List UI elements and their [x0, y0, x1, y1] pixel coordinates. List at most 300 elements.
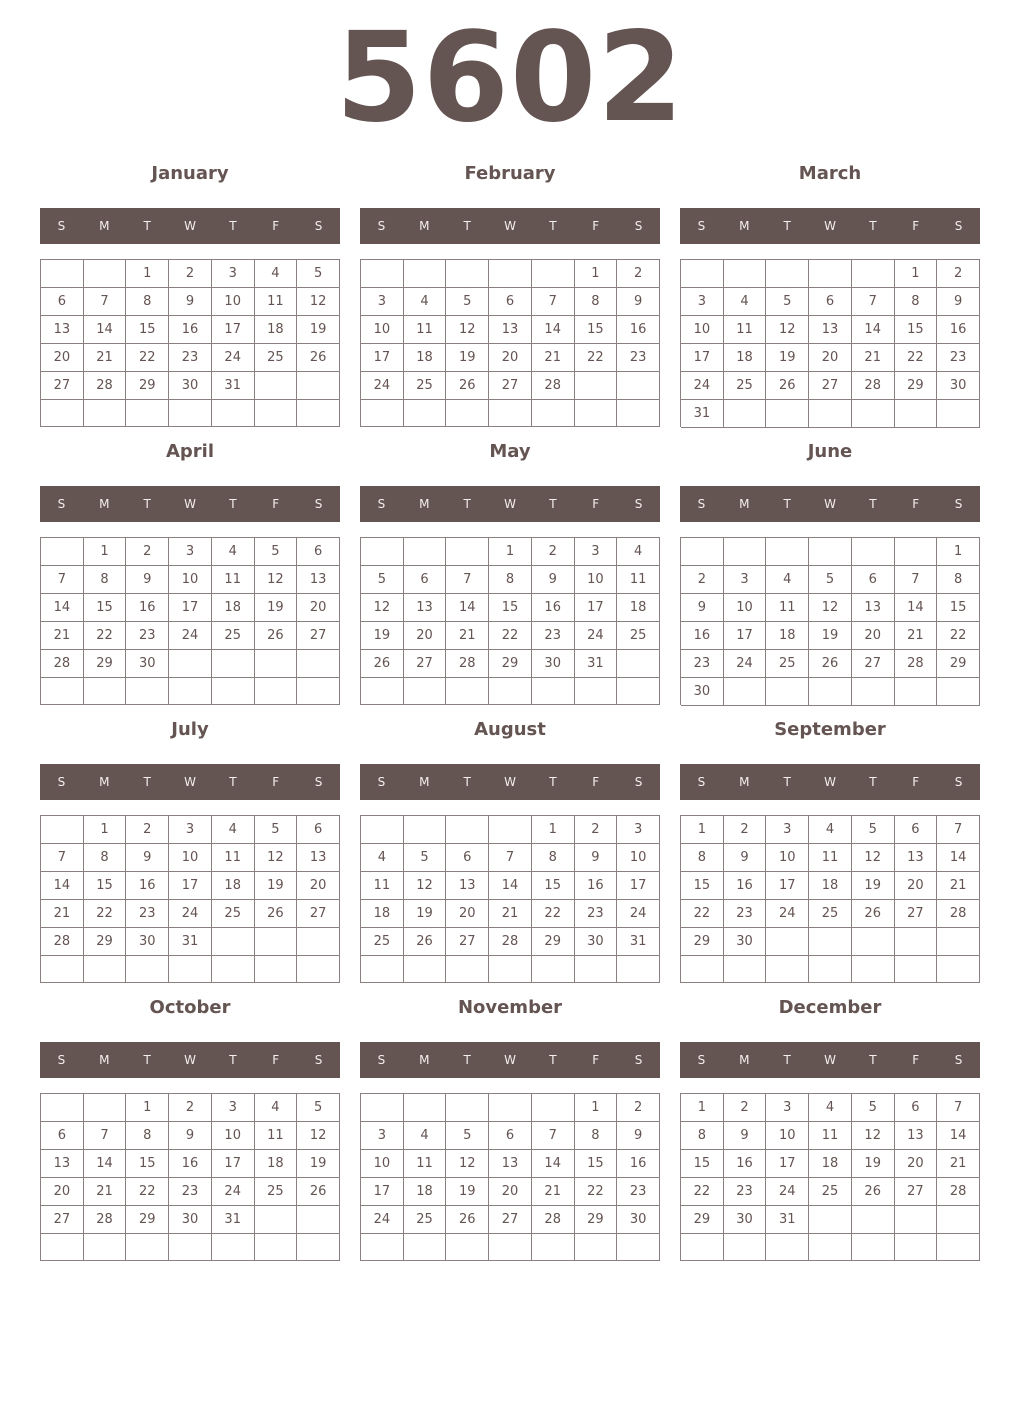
empty-day-cell [532, 1234, 575, 1261]
day-cell: 18 [255, 1150, 298, 1178]
day-cell: 16 [724, 872, 767, 900]
day-cell: 29 [126, 372, 169, 400]
empty-day-cell [446, 538, 489, 566]
day-cell: 15 [575, 316, 618, 344]
day-cell: 2 [681, 566, 724, 594]
day-cell: 12 [255, 566, 298, 594]
empty-day-cell [41, 1094, 84, 1122]
empty-day-cell [724, 400, 767, 428]
empty-day-cell [766, 538, 809, 566]
weekday-label: M [99, 219, 110, 233]
day-cell: 27 [404, 650, 447, 678]
day-cell: 27 [489, 1206, 532, 1234]
day-cell: 23 [681, 650, 724, 678]
empty-day-cell [617, 650, 660, 678]
day-cell: 11 [617, 566, 660, 594]
weekday-label: T [143, 1053, 151, 1067]
day-cell: 24 [766, 900, 809, 928]
day-cell: 26 [255, 900, 298, 928]
weekday-label: T [783, 497, 791, 511]
empty-day-cell [41, 956, 84, 983]
day-cell: 25 [404, 372, 447, 400]
day-cell: 28 [41, 928, 84, 956]
weekday-label: F [912, 1053, 920, 1067]
empty-day-cell [766, 956, 809, 983]
day-cell: 25 [361, 928, 404, 956]
empty-day-cell [212, 678, 255, 705]
day-cell: 5 [446, 288, 489, 316]
weekday-header [360, 1042, 660, 1078]
empty-day-cell [532, 260, 575, 288]
day-cell: 16 [126, 594, 169, 622]
day-cell: 28 [937, 1178, 980, 1206]
day-cell: 6 [489, 288, 532, 316]
empty-day-cell [446, 1094, 489, 1122]
weekday-label: T [549, 497, 557, 511]
day-cell: 22 [575, 1178, 618, 1206]
day-cell: 10 [766, 844, 809, 872]
day-cell: 30 [532, 650, 575, 678]
month-title: April [165, 441, 215, 462]
empty-day-cell [937, 1206, 980, 1234]
day-cell: 23 [617, 1178, 660, 1206]
empty-day-cell [297, 678, 340, 705]
day-cell: 3 [361, 288, 404, 316]
day-cell: 23 [169, 1178, 212, 1206]
empty-day-cell [255, 400, 298, 427]
day-cell: 19 [404, 900, 447, 928]
day-cell: 12 [255, 844, 298, 872]
day-cell: 17 [169, 594, 212, 622]
day-cell: 20 [41, 1178, 84, 1206]
day-cell: 12 [446, 316, 489, 344]
day-cell: 1 [489, 538, 532, 566]
weekday-label: T [463, 219, 471, 233]
day-cell: 7 [895, 566, 938, 594]
empty-day-cell [724, 956, 767, 983]
empty-day-cell [361, 538, 404, 566]
empty-day-cell [766, 1234, 809, 1261]
day-cell: 31 [212, 372, 255, 400]
weekday-label: W [184, 219, 196, 233]
day-cell: 28 [532, 372, 575, 400]
day-cell: 9 [169, 288, 212, 316]
empty-day-cell [852, 260, 895, 288]
day-cell: 20 [41, 344, 84, 372]
day-cell: 13 [446, 872, 489, 900]
day-cell: 17 [766, 872, 809, 900]
day-cell: 8 [937, 566, 980, 594]
empty-day-cell [809, 1206, 852, 1234]
day-cell: 28 [84, 1206, 127, 1234]
weekday-label: S [57, 219, 66, 233]
empty-day-cell [169, 650, 212, 678]
empty-day-cell [404, 400, 447, 427]
day-cell: 6 [446, 844, 489, 872]
empty-day-cell [41, 400, 84, 427]
weekday-label: S [377, 219, 386, 233]
day-cell: 28 [895, 650, 938, 678]
day-cell: 29 [575, 1206, 618, 1234]
day-cell: 7 [41, 844, 84, 872]
day-cell: 6 [404, 566, 447, 594]
day-cell: 3 [212, 260, 255, 288]
day-cell: 7 [489, 844, 532, 872]
empty-day-cell [41, 678, 84, 705]
empty-day-cell [766, 260, 809, 288]
weekday-label: W [824, 219, 836, 233]
day-cell: 15 [84, 594, 127, 622]
day-cell: 5 [446, 1122, 489, 1150]
empty-day-cell [724, 1234, 767, 1261]
day-cell: 18 [724, 344, 767, 372]
day-cell: 26 [446, 1206, 489, 1234]
day-cell: 17 [617, 872, 660, 900]
empty-day-cell [169, 1234, 212, 1261]
day-cell: 21 [895, 622, 938, 650]
day-cell: 25 [617, 622, 660, 650]
day-cell: 24 [617, 900, 660, 928]
day-cell: 13 [489, 316, 532, 344]
day-cell: 15 [681, 872, 724, 900]
empty-day-cell [212, 956, 255, 983]
day-cell: 30 [617, 1206, 660, 1234]
empty-day-cell [809, 928, 852, 956]
day-cell: 26 [255, 622, 298, 650]
empty-day-cell [489, 1234, 532, 1261]
weekday-label: S [697, 497, 706, 511]
day-cell: 20 [895, 1150, 938, 1178]
day-cell: 24 [766, 1178, 809, 1206]
empty-day-cell [575, 400, 618, 427]
day-cell: 25 [212, 622, 255, 650]
empty-day-cell [255, 1234, 298, 1261]
day-cell: 26 [361, 650, 404, 678]
empty-day-cell [617, 678, 660, 705]
day-cell: 6 [489, 1122, 532, 1150]
day-cell: 1 [681, 816, 724, 844]
day-cell: 8 [681, 844, 724, 872]
empty-day-cell [617, 1234, 660, 1261]
weekday-label: S [314, 1053, 323, 1067]
weekday-label: M [99, 497, 110, 511]
day-cell: 10 [169, 566, 212, 594]
day-cell: 2 [724, 1094, 767, 1122]
day-cell: 27 [41, 372, 84, 400]
day-cell: 3 [361, 1122, 404, 1150]
empty-day-cell [126, 678, 169, 705]
day-cell: 18 [809, 872, 852, 900]
empty-day-cell [575, 1234, 618, 1261]
weekday-header [360, 208, 660, 244]
day-cell: 25 [809, 900, 852, 928]
empty-day-cell [297, 1206, 340, 1234]
empty-day-cell [212, 928, 255, 956]
day-cell: 15 [126, 1150, 169, 1178]
weekday-label: T [869, 497, 877, 511]
day-cell: 2 [169, 1094, 212, 1122]
empty-day-cell [809, 538, 852, 566]
empty-day-cell [809, 1234, 852, 1261]
day-cell: 10 [212, 288, 255, 316]
day-cell: 11 [404, 1150, 447, 1178]
day-cell: 23 [617, 344, 660, 372]
day-cell: 10 [212, 1122, 255, 1150]
day-cell: 12 [852, 1122, 895, 1150]
empty-day-cell [852, 1234, 895, 1261]
day-cell: 13 [404, 594, 447, 622]
day-cell: 29 [681, 928, 724, 956]
weekday-label: S [697, 219, 706, 233]
day-cell: 30 [126, 928, 169, 956]
empty-day-cell [937, 400, 980, 428]
weekday-label: F [272, 219, 280, 233]
empty-day-cell [852, 400, 895, 428]
empty-day-cell [809, 260, 852, 288]
empty-day-cell [895, 1234, 938, 1261]
weekday-header [360, 486, 660, 522]
day-cell: 1 [575, 260, 618, 288]
day-cell: 19 [297, 1150, 340, 1178]
day-cell: 23 [724, 1178, 767, 1206]
day-cell: 27 [41, 1206, 84, 1234]
day-cell: 8 [489, 566, 532, 594]
day-cell: 9 [681, 594, 724, 622]
day-cell: 28 [532, 1206, 575, 1234]
day-cell: 18 [617, 594, 660, 622]
weekday-header [680, 1042, 980, 1078]
day-cell: 8 [126, 1122, 169, 1150]
day-cell: 11 [212, 566, 255, 594]
empty-day-cell [255, 956, 298, 983]
day-cell: 1 [575, 1094, 618, 1122]
empty-day-cell [361, 1094, 404, 1122]
day-cell: 6 [41, 1122, 84, 1150]
day-cell: 11 [404, 316, 447, 344]
day-cell: 4 [404, 288, 447, 316]
day-grid [360, 815, 660, 983]
month-title: November [457, 997, 563, 1018]
weekday-label: T [143, 497, 151, 511]
empty-day-cell [404, 538, 447, 566]
day-cell: 19 [297, 316, 340, 344]
weekday-label: S [697, 775, 706, 789]
day-cell: 15 [532, 872, 575, 900]
day-cell: 1 [84, 816, 127, 844]
day-cell: 12 [297, 288, 340, 316]
day-cell: 14 [84, 1150, 127, 1178]
day-cell: 23 [724, 900, 767, 928]
day-cell: 20 [404, 622, 447, 650]
empty-day-cell [852, 538, 895, 566]
day-cell: 17 [724, 622, 767, 650]
day-cell: 26 [766, 372, 809, 400]
weekday-header [40, 486, 340, 522]
day-cell: 17 [361, 344, 404, 372]
empty-day-cell [937, 1234, 980, 1261]
day-cell: 19 [255, 594, 298, 622]
day-cell: 11 [809, 844, 852, 872]
day-cell: 5 [809, 566, 852, 594]
empty-day-cell [575, 956, 618, 983]
day-cell: 11 [766, 594, 809, 622]
day-grid [360, 537, 660, 705]
day-grid [40, 1093, 340, 1261]
empty-day-cell [169, 400, 212, 427]
empty-day-cell [297, 650, 340, 678]
weekday-label: M [739, 219, 750, 233]
weekday-label: M [99, 775, 110, 789]
weekday-label: S [634, 775, 643, 789]
empty-day-cell [532, 400, 575, 427]
day-cell: 30 [937, 372, 980, 400]
day-cell: 1 [937, 538, 980, 566]
day-cell: 24 [212, 344, 255, 372]
month-title: February [464, 163, 556, 184]
weekday-label: S [954, 775, 963, 789]
empty-day-cell [895, 400, 938, 428]
weekday-header [40, 208, 340, 244]
day-cell: 27 [489, 372, 532, 400]
empty-day-cell [809, 678, 852, 706]
day-cell: 3 [169, 816, 212, 844]
weekday-label: T [229, 1053, 237, 1067]
empty-day-cell [895, 928, 938, 956]
day-cell: 22 [84, 622, 127, 650]
day-cell: 22 [126, 1178, 169, 1206]
day-cell: 20 [809, 344, 852, 372]
day-cell: 6 [297, 538, 340, 566]
day-cell: 16 [724, 1150, 767, 1178]
day-cell: 2 [575, 816, 618, 844]
day-cell: 4 [809, 1094, 852, 1122]
day-cell: 2 [617, 260, 660, 288]
weekday-label: F [592, 219, 600, 233]
day-cell: 12 [446, 1150, 489, 1178]
weekday-label: S [634, 219, 643, 233]
day-cell: 20 [489, 1178, 532, 1206]
weekday-label: F [272, 775, 280, 789]
day-cell: 3 [617, 816, 660, 844]
empty-day-cell [489, 400, 532, 427]
day-cell: 19 [852, 872, 895, 900]
day-cell: 27 [446, 928, 489, 956]
day-cell: 26 [809, 650, 852, 678]
day-cell: 17 [212, 1150, 255, 1178]
weekday-label: M [739, 775, 750, 789]
day-cell: 18 [766, 622, 809, 650]
day-grid [680, 259, 980, 427]
empty-day-cell [212, 400, 255, 427]
day-cell: 4 [809, 816, 852, 844]
day-cell: 10 [361, 316, 404, 344]
day-cell: 5 [297, 1094, 340, 1122]
day-cell: 17 [766, 1150, 809, 1178]
day-cell: 5 [404, 844, 447, 872]
day-cell: 28 [937, 900, 980, 928]
day-cell: 14 [446, 594, 489, 622]
day-cell: 24 [575, 622, 618, 650]
day-cell: 14 [41, 594, 84, 622]
empty-day-cell [41, 260, 84, 288]
day-cell: 4 [212, 538, 255, 566]
day-cell: 9 [724, 1122, 767, 1150]
day-cell: 5 [297, 260, 340, 288]
day-cell: 3 [575, 538, 618, 566]
day-cell: 4 [766, 566, 809, 594]
day-cell: 20 [446, 900, 489, 928]
weekday-label: W [504, 775, 516, 789]
day-cell: 23 [532, 622, 575, 650]
weekday-label: W [504, 219, 516, 233]
day-cell: 21 [41, 622, 84, 650]
day-grid [680, 537, 980, 705]
empty-day-cell [404, 956, 447, 983]
day-cell: 7 [532, 288, 575, 316]
day-cell: 29 [532, 928, 575, 956]
day-cell: 25 [724, 372, 767, 400]
day-cell: 15 [575, 1150, 618, 1178]
day-cell: 21 [532, 1178, 575, 1206]
day-cell: 29 [681, 1206, 724, 1234]
day-cell: 31 [169, 928, 212, 956]
day-cell: 9 [532, 566, 575, 594]
day-cell: 7 [446, 566, 489, 594]
day-cell: 15 [84, 872, 127, 900]
day-cell: 9 [937, 288, 980, 316]
empty-day-cell [575, 678, 618, 705]
day-cell: 20 [895, 872, 938, 900]
weekday-label: T [869, 1053, 877, 1067]
weekday-label: T [549, 775, 557, 789]
empty-day-cell [404, 816, 447, 844]
empty-day-cell [937, 678, 980, 706]
day-cell: 17 [212, 316, 255, 344]
weekday-label: T [783, 775, 791, 789]
day-grid [40, 259, 340, 427]
empty-day-cell [446, 1234, 489, 1261]
day-cell: 28 [84, 372, 127, 400]
day-cell: 9 [724, 844, 767, 872]
day-cell: 24 [361, 372, 404, 400]
day-cell: 22 [489, 622, 532, 650]
day-cell: 10 [361, 1150, 404, 1178]
weekday-label: T [463, 1053, 471, 1067]
day-cell: 4 [255, 1094, 298, 1122]
empty-day-cell [126, 956, 169, 983]
day-cell: 15 [681, 1150, 724, 1178]
day-cell: 7 [532, 1122, 575, 1150]
day-cell: 18 [255, 316, 298, 344]
day-cell: 9 [169, 1122, 212, 1150]
day-cell: 13 [809, 316, 852, 344]
day-cell: 2 [724, 816, 767, 844]
day-cell: 9 [617, 288, 660, 316]
day-cell: 24 [169, 622, 212, 650]
empty-day-cell [681, 1234, 724, 1261]
day-cell: 15 [937, 594, 980, 622]
empty-day-cell [809, 956, 852, 983]
weekday-label: W [184, 1053, 196, 1067]
day-cell: 27 [895, 900, 938, 928]
day-cell: 14 [84, 316, 127, 344]
weekday-label: M [419, 497, 430, 511]
weekday-label: W [184, 775, 196, 789]
empty-day-cell [361, 678, 404, 705]
empty-day-cell [446, 260, 489, 288]
weekday-label: T [143, 219, 151, 233]
day-cell: 22 [681, 900, 724, 928]
